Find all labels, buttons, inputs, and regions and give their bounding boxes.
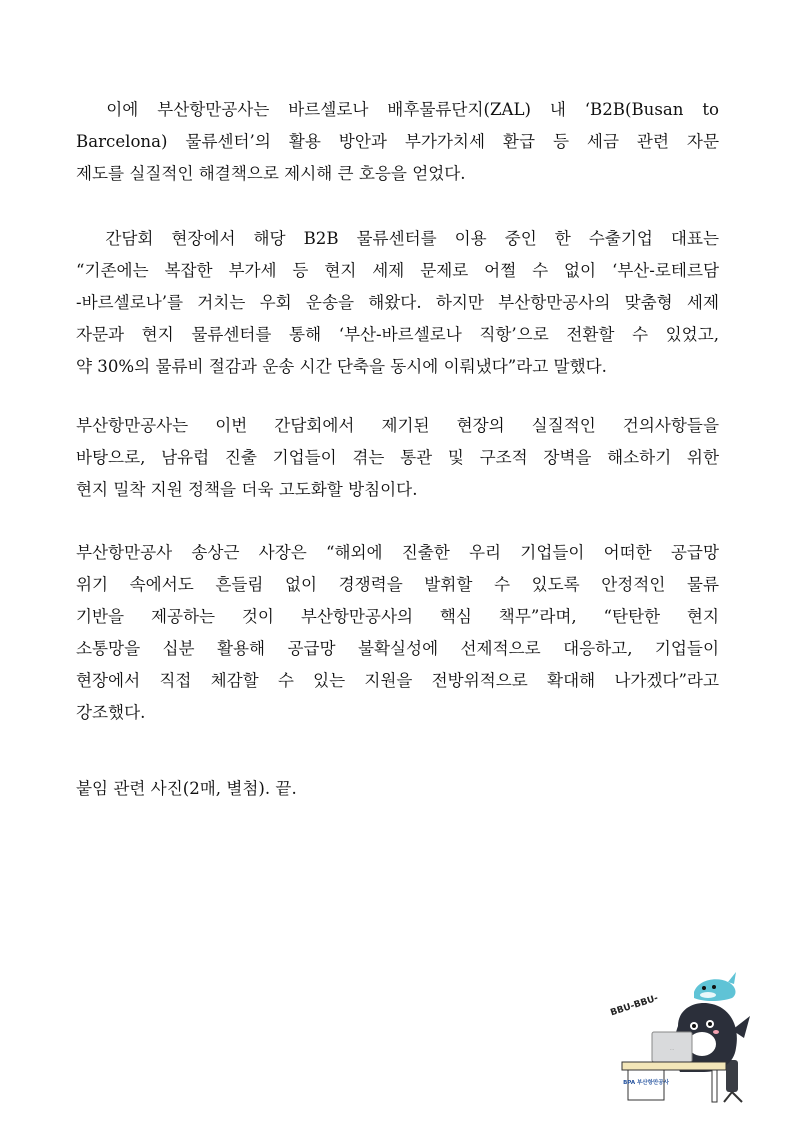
- text-line: 위기 속에서도 흔들림 없이 경쟁력을 발휘할 수 있도록 안정적인 물류: [76, 575, 719, 594]
- bpa-logo: BPA 부산항만공사: [623, 1080, 669, 1086]
- paragraph-zal-b2b: [76, 94, 719, 190]
- text-line: “기존에는 복잡한 부가세 등 현지 세제 문제로 어쩔 수 없이 ‘부산-로테르담: [76, 261, 719, 280]
- paragraph-policy-plan: [76, 410, 719, 506]
- text-line: 이에 부산항만공사는 바르셀로나 배후물류단지(ZAL) 내 ‘B2B(Busan to: [76, 100, 719, 119]
- text-line: 바탕으로, 남유럽 진출 기업들이 겪는 통관 및 구조적 장벽을 해소하기 위한: [76, 448, 719, 467]
- text-line: 붙임 관련 사진(2매, 별첨). 끝.: [76, 779, 297, 798]
- dolphin-on-head: [694, 979, 735, 1001]
- attachment-note: [76, 773, 719, 805]
- sound-effect-text: BBU-BBU-: [609, 993, 660, 1019]
- mascot-illustration: [608, 968, 758, 1108]
- text-line: 자문과 현지 물류센터를 통해 ‘부산-바르셀로나 직항’으로 전환할 수 있었고,: [76, 325, 719, 344]
- text-line: 부산항만공사 송상근 사장은 “해외에 진출한 우리 기업들이 어떠한 공급망: [76, 543, 719, 562]
- text-line: 강조했다.: [76, 703, 146, 722]
- text-line: 현장에서 직접 체감할 수 있는 지원을 전방위적으로 확대해 나가겠다”라고: [76, 671, 719, 690]
- laptop-text: ...: [669, 1046, 675, 1052]
- text-line: 현지 밀착 지원 정책을 더욱 고도화할 방침이다.: [76, 480, 418, 499]
- text-line: 약 30%의 물류비 절감과 운송 시간 단축을 동시에 이뤄냈다”라고 말했다.: [76, 357, 607, 376]
- text-line: 제도를 실질적인 해결책으로 제시해 큰 호응을 얻었다.: [76, 164, 466, 183]
- paragraph-president-quote: [76, 537, 719, 729]
- text-line: 기반을 제공하는 것이 부산항만공사의 핵심 책무”라며, “탄탄한 현지: [76, 607, 719, 626]
- paragraph-exporter-quote: [76, 223, 719, 383]
- chair-back: [726, 1060, 738, 1092]
- text-line: 소통망을 십분 활용해 공급망 불확실성에 선제적으로 대응하고, 기업들이: [76, 639, 719, 658]
- text-line: -바르셀로나’를 거치는 우회 운송을 해왔다. 하지만 부산항만공사의 맞춤형 세제: [76, 293, 719, 312]
- text-line: 부산항만공사는 이번 간담회에서 제기된 현장의 실질적인 건의사항들을: [76, 416, 719, 435]
- text-line: Barcelona) 물류센터’의 활용 방안과 부가가치세 환급 등 세금 관련 자문: [76, 132, 719, 151]
- text-line: 간담회 현장에서 해당 B2B 물류센터를 이용 중인 한 수출기업 대표는: [76, 229, 719, 248]
- desk-top: [622, 1062, 726, 1070]
